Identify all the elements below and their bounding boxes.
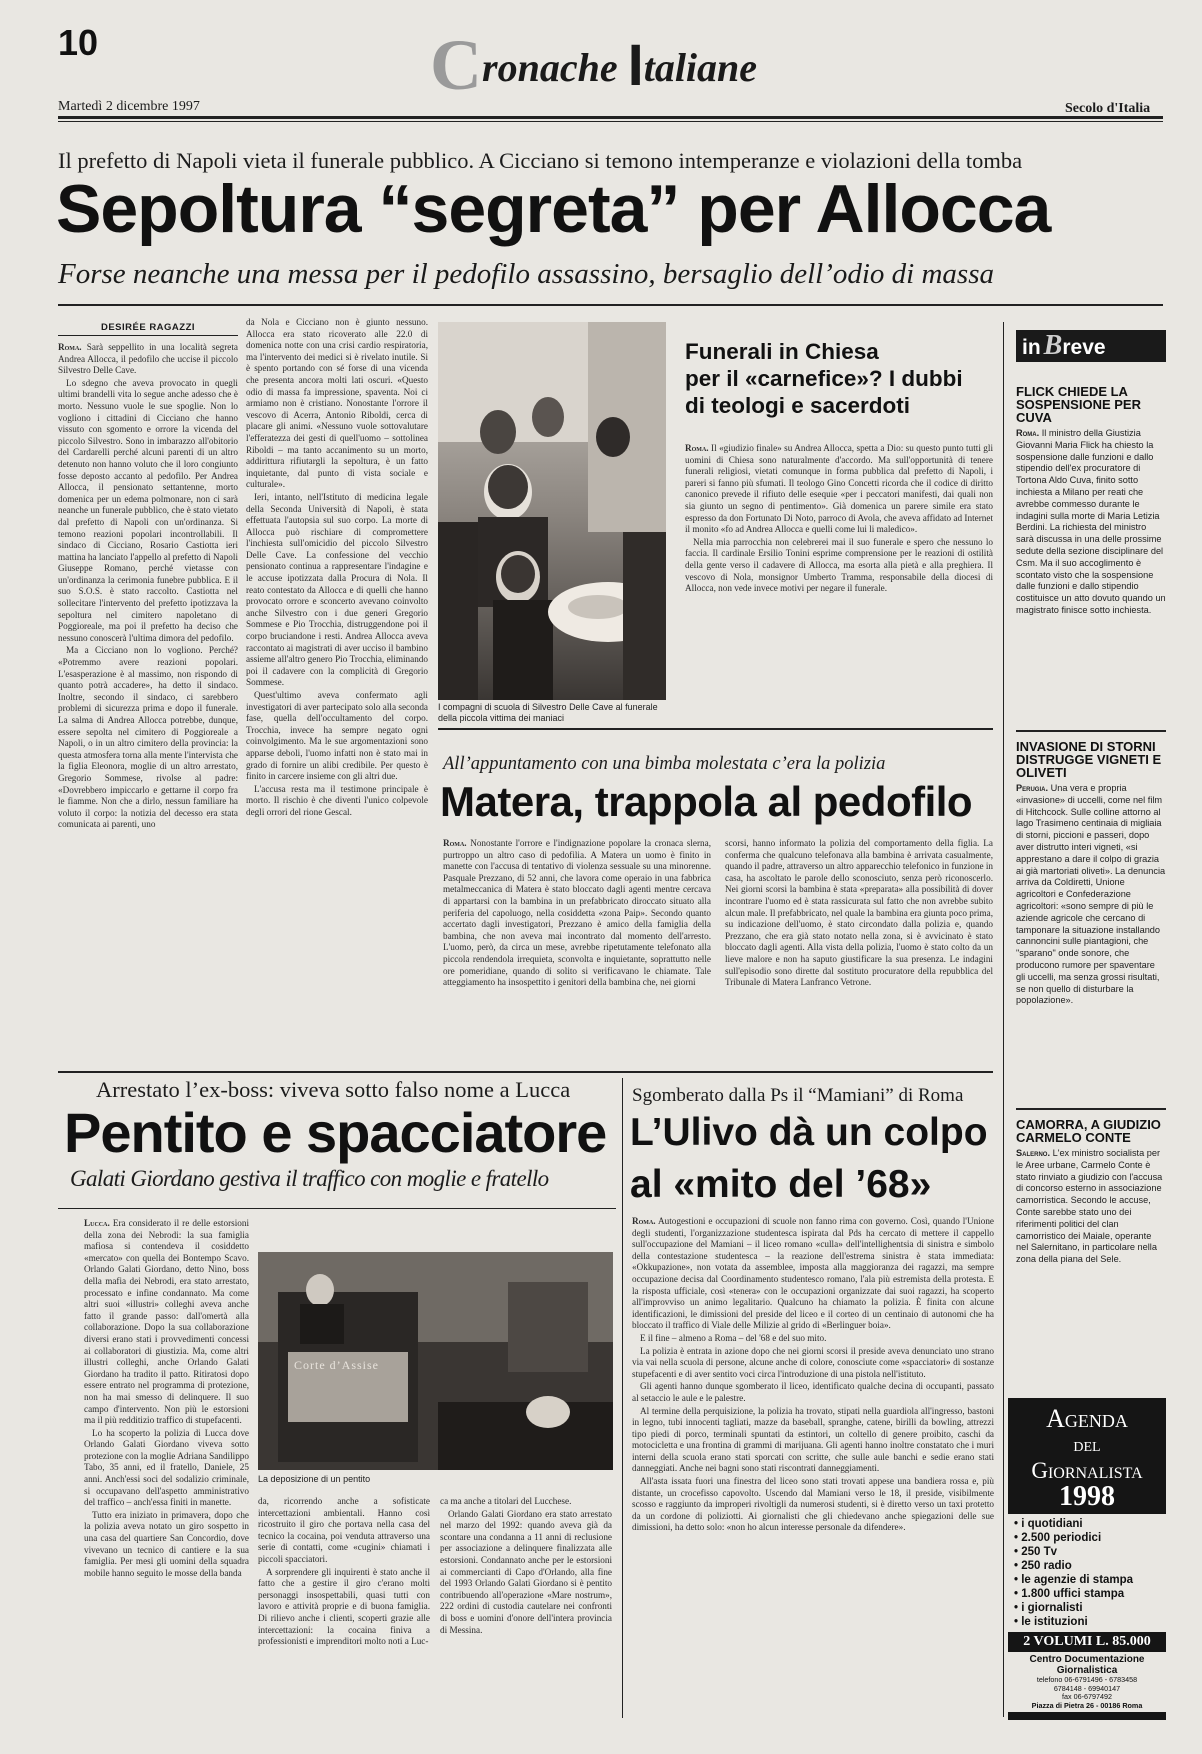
lead-headline: Sepoltura “segreta” per Allocca <box>56 171 1051 247</box>
agenda-ad-bullet: • 250 radio <box>1014 1560 1072 1572</box>
agenda-ad-bullet: • i quotidiani <box>1014 1518 1083 1530</box>
matera-column-2 <box>725 838 993 1060</box>
pentito-kicker: Arrestato l’ex-boss: viveva sotto falso nome a Lucca <box>96 1077 571 1102</box>
brief-item-3 <box>1016 1118 1166 1388</box>
ulivo-p1: Autogestioni e occupazioni di scuole non fanno rima con governo. Così, quando l'Unione degli studenti, l'organizzazione studentesca ispirata dal Pds ha cercato di mettere il cappello sull'occupazione del Mamiani – il liceo romano «culla» dell'intellighentsia di sinistra e simbolo della contestazione studentesca – la reazione dell'estrema sinistra è stata immediata: «Okkupazione», non votata da assemblee, imposta alla maggioranza dei ragazzi, ma sempre occupazione decisa dal Coordinamento studentesco romano, l'ala più estremista della protesta. E la risposta ufficiale, così «tenera» con le occupazioni organizzate dai suoi ragazzi, ha scoperto all'improvviso un animo legalitario. Qualcuno ha chiamato la polizia. È finita con alcune identificazioni, le dimissioni del preside del liceo e il corteo di un centinaio di autonomi che ha bloccato il traffico di Viale delle Milizie al grido di «Berlinguer boia». <box>632 1216 994 1331</box>
brief-item-3-headline: CAMORRA, A GIUDIZIO CARMELO CONTE <box>1016 1118 1161 1145</box>
brief-rule-2 <box>1016 1108 1166 1110</box>
agenda-ad-contact-2: 6784148 - 69940147 <box>1053 1683 1121 1693</box>
section-title-initial-i: I <box>627 33 644 98</box>
agenda-ad-title-3: Giornalista <box>1031 1458 1143 1483</box>
agenda-ad-contact-1: telefono 06-6791496 - 6783458 <box>1036 1675 1138 1684</box>
pentito-col3-p1: ca ma anche a titolari del Lucchese. <box>440 1496 572 1506</box>
pentito-column-1 <box>84 1218 249 1718</box>
agenda-ad-title <box>1008 1398 1166 1510</box>
church-headline-line-2: per il «carnefice»? I dubbi <box>685 366 963 391</box>
pentito-subheadline: Galati Giordano gestiva il traffico con moglie e fratello <box>70 1166 549 1191</box>
section-title-part-2: taliane <box>643 45 758 90</box>
ulivo-body <box>632 1216 994 1718</box>
pentito-photo-caption: La deposizione di un pentito <box>258 1474 371 1484</box>
brief-item-3-text: L'ex ministro socialista per le Aree urbane, Carmelo Conte è stato rinviato a giudizio con l'accusa di concorso esterno in associazione camorristica. Secondo le accuse, Conte sarebbe stato uno dei riferimenti politici del clan camorristico dei Maiale, operante nel Salernitano, in particolare nella zona della piana del Sele. <box>1016 1148 1163 1265</box>
ulivo-p3: La polizia è entrata in azione dopo che nei giorni scorsi il preside aveva denunciato uno strano via vai nella scuola di persone, alcune anche di colore, conosciute come «spacciatori» di sostanze stupefacenti e di aver sentito voci circa l'introduzione di una pistola nell'istituto. <box>632 1345 994 1379</box>
pentito-col1-p1: Era considerato il re delle estorsioni della zona dei Nebrodi: la sua famiglia mafiosa si contendeva il cosiddetto «mercato» con quella dei Bontempo Scavo. Orlando Galati Giordano, detto Nino, boss della mafia dei Nebrodi, era stato arrestato, processato e infine condannato. Ma come altri suoi «illustri» colleghi aveva anche fatto il grande passo: dall'omertà alla collaborazione. Dopo la sua collaborazione diversi erano stati i provvedimenti concessi ai collaboratori di giustizia. Ma, come altri illustri colleghi, anche Orlando Galati Giordano ha tradito il patto. Ritiratosi dopo essere entrato nel programma di protezione, non ha mai smesso di delinquere. Il suo campo d'intervento. Non più le estorsioni ma il più redditizio traffico di stupefacenti. <box>84 1218 249 1426</box>
in-breve-title-rest: reve <box>1062 336 1106 359</box>
ulivo-dateline: Roma. <box>632 1216 656 1226</box>
brief-item-1-dateline: Roma. <box>1016 428 1040 438</box>
lead-byline: DESIRÉE RAGAZZI <box>100 322 196 333</box>
agenda-ad-bullet: • le istituzioni <box>1014 1616 1088 1628</box>
agenda-ad <box>1008 1398 1166 1720</box>
funeral-photo <box>438 322 666 700</box>
ulivo-kicker: Sgomberato dalla Ps il “Mamiani” di Roma <box>632 1085 964 1106</box>
matera-headline: Matera, trappola al pedofilo <box>440 778 973 825</box>
funeral-photo-caption: I compagni di scuola di Silvestro Delle Cave al funerale della piccola vittima dei maniaci <box>438 702 658 723</box>
ulivo-headline-line-2: al «mito del ’68» <box>630 1163 932 1206</box>
church-dateline: Roma. <box>685 443 709 453</box>
in-breve-title <box>1016 330 1166 362</box>
brief-item-2-text: Una vera e propria «invasione» di uccelli, come nel film di Hitchcock. Sulle colline attorno al lago Trasimeno centinaia di migliaia di storni, piccioni e passeri, dopo aver distrutto interi vigneti, «si apprestano a dare il colpo di grazia ai già martoriati oliveti». La denuncia arriva da Coldiretti, Unione agricoltori e Confederazione agricoltori: «sono sempre di più le aziende agricole che cercano di tamponare la situazione installando cannoncini sulle piantagioni, che "sparano" onde sonore, che producono rumore per spaventare gli uccelli, ma senza grossi risultati, se non quello di disturbare la popolazione». <box>1016 783 1166 1006</box>
matera-rule <box>438 728 993 730</box>
in-breve-title-b: B <box>1043 330 1063 361</box>
lead-subheadline: Forse neanche una messa per il pedofilo assassino, bersaglio dell’odio di massa <box>58 258 995 290</box>
masthead-date: Martedì 2 dicembre 1997 <box>58 99 200 114</box>
agenda-ad-year: 1998 <box>1059 1481 1115 1512</box>
pentito-col1-p3: Tutto era iniziato in primavera, dopo che la polizia aveva notato un giro sospetto in una casa del quartiere San Concordio, dove vivevano un tecnico di cantiere e la sua famiglia. Per mesi gli uomini della squadra mobile hanno seguito le mosse della banda <box>84 1509 249 1578</box>
agenda-ad-org-1: Centro Documentazione <box>1029 1654 1145 1665</box>
ulivo-p4: Gli agenti hanno dunque sgomberato il liceo, identificato qualche decina di occupanti, passato al setaccio le aule e le palestre. <box>632 1381 994 1403</box>
ulivo-p6: All'asta issata fuori una finestra del liceo sono stati trovati appese una bandiera rossa e, più distante, un crocefisso capovolto. Uscendo dal Mamiani verso le 18, il preside, visibilmente scosso e raggiunto da improperi rivoltigli da numerosi studenti, si è diretto verso un taxi protetto da un cordone di poliziotti. Ai giornalisti che gli chiedevano anche spiegazioni delle sue dimissioni, ha detto solo: «non ho alcun interesse personale da difendere». <box>632 1476 994 1533</box>
brief-rule-1 <box>1016 730 1166 732</box>
pentito-col3-p2: Orlando Galati Giordano era stato arrestato nel marzo del 1992: quando aveva già da scontare una condanna a 11 anni di reclusione per associazione a delinquere finalizzata alle estorsioni. Condannato anche per le estorsioni ai commercianti di Capo d'Orlando, alla fine del 1993 Orlando Galati Giordano si è pentito contribuendo all'operazione «Mare nostrum», 222 ordini di custodia cautelare nei confronti di boss e uomini d'onore dell'intera provincia di Messina. <box>440 1508 612 1635</box>
brief-item-2-dateline: Perugia. <box>1016 783 1049 793</box>
pentito-rule <box>58 1208 616 1209</box>
pentito-column-2 <box>258 1496 430 1718</box>
lead-column-1 <box>58 342 238 1054</box>
lead-rule <box>58 304 1163 306</box>
agenda-ad-bullet: • le agenzie di stampa <box>1014 1574 1134 1586</box>
sidebar-divider <box>1003 322 1004 1717</box>
lead-dateline: Roma. <box>58 342 82 352</box>
brief-item-2-headline: INVASIONE DI STORNI DISTRUGGE VIGNETI E OLIVETI <box>1016 740 1162 780</box>
matera-column-1 <box>443 838 711 1060</box>
church-body <box>685 443 993 709</box>
brief-item-1-headline: FLICK CHIEDE LA SOSPENSIONE PER CUVA <box>1016 385 1141 425</box>
ulivo-headline-line-1: L’Ulivo dà un colpo <box>630 1111 988 1154</box>
lead-col1-first: Sarà seppellito in una località segreta Andrea Allocca, il pedofilo che uccise il piccolo Silvestro Delle Cave. <box>58 342 238 376</box>
brief-item-2 <box>1016 740 1166 1105</box>
pentito-column-3 <box>440 1496 612 1718</box>
church-p2: Nella mia parrocchia non celebrerei mai il suo funerale e spero che nessuno lo faccia. Il cardinale Ersilio Tonini esprime comprensione per le reazioni di ostilità della gente verso il cadavere di Allocca, ma esorta alla pietà e alla preghiera. Il vescovo di Nola, monsignor Umberto Tramma, responsabile della diocesi di Allocca, non vede invece motivi per negare il funerale. <box>685 536 993 594</box>
funeral-photo-image <box>438 322 666 700</box>
lead-col2-p4: L'accusa resta ma il testimone principale è morto. Il rischio è che diventi l'unico colpevole degli orrori del rione Gescal. <box>246 783 428 817</box>
pentito-photo-banner: Corte d’Assise <box>294 1358 379 1372</box>
matera-kicker: All’appuntamento con una bimba molestata c’era la polizia <box>443 754 886 774</box>
church-headline-line-1: Funerali in Chiesa <box>685 339 879 364</box>
agenda-ad-bullets <box>1008 1514 1166 1632</box>
lead-col2-p3: Quest'ultimo aveva confermato agli investigatori di aver partecipato solo alla seconda fase, quella dell'occultamento del corpo. Trocchia, invece ha sempre negato ogni coinvolgimento. Ma le sue argomentazioni sono apparse deboli, l'uomo infatti non è stato mai in grado di fornire un alibi credibile. Per questo è finito in carcere insieme con gli altri due. <box>246 690 428 782</box>
matera-col2-text: scorsi, hanno informato la polizia del comportamento della figlia. La conferma che qualcuno telefonava alla bambina è arrivata casualmente, quando il padre, attraverso un altro apparecchio telefonico in funzione in casa, ha ascoltato le parole dello sconosciuto, senza però riconoscerlo. Nei giorni scorsi la bambina è stata «preparata» alla possibilità di dover incontrare l'uomo ed è stata rassicurata sul fatto che non avrebbe subito alcun male. Il prefabbricato, nel quale la bambina era giunta poco prima, su indicazione dell'uomo, è stato circondato dalla polizia e, quando Prezzano, che era già stato notato nella zona, si è avvicinato è stato bloccato dagli agenti. Alla vista della polizia, l'uomo è stato colto da un lieve malore e non ha saputo giustificare la sua presenza. Le indagini sull'episodio sono dirette dal sostituto procuratore della repubblica del Tribunale di Matera Lanfranco Vetrone. <box>725 838 993 988</box>
pentito-col1-p2: Lo ha scoperto la polizia di Lucca dove Orlando Galati Giordano viveva sotto protezione con la moglie Adriana Sandilippo Tabo, 35 anni, ed il fratello, Daniele, 25 anni. Anch'essi soci del sodalizio criminale, si occupavano dell'aspetto amministrativo del traffico – anch'essa finiti in manette. <box>84 1427 249 1508</box>
ulivo-p5: Al termine della perquisizione, la polizia ha trovato, stipati nella guardiola all'ingresso, bastoni in legno, tubi innocenti tagliati, mazze da baseball, spranghe, catene, birilli da bowling, attrezzi tipo piedi di porco, terminali spuntati da estintori, un coltello di genere proibito, caschi da motocicletta e una frontina di grammi di marijuana. Gli agenti hanno inoltre constatato che i muri interni della scuola erano stati sporcati con scritte, che sulle aule banchi e sedie erano stati danneggiati. Anche nei bagni sono stati riscontrati danneggiamenti. <box>632 1405 994 1474</box>
lead-col2-p2: Ieri, intanto, nell'Istituto di medicina legale della Seconda Università di Napoli, è stata effettuata l'autopsia sul suo corpo. La morte di Allocca può rischiare di compromettere l'inchiesta sull'omicidio del piccolo Silvestro Delle Cave. La confessione del vecchio pensionato continua a rappresentare l'indagine e le accuse ipotizzata dalla Procura di Nola. Il reato contestato da Allocca e di quelli che hanno provocato orrore e sconcerto avevano coinvolto anche Silvestro con i due generi Gregorio Sommese e Pio Trocchia, distruggendone poi il corpo bruciandone i resti. Andrea Allocca aveva raccontato ai magistrati di aver ucciso il bambino assieme all'altro genero Pio Trocchia, eliminando poi il cadavere con la complicità di Gregorio Sommese. <box>246 491 428 688</box>
masthead-rule-thin <box>58 121 1163 122</box>
church-headline <box>685 338 975 419</box>
lower-column-divider <box>622 1078 623 1718</box>
section-title <box>430 24 757 107</box>
pentito-col2-p1: da, ricorrendo anche a sofisticate intercettazioni ambientali. Hanno così ricostruito il giro che portava nella casa del tecnico la cocaina, poi venduta attraverso una serie di contatti, come «cugini» chiamati i piccoli spacciatori. <box>258 1496 430 1564</box>
masthead-rule <box>58 116 1163 119</box>
brief-item-3-dateline: Salerno. <box>1016 1148 1051 1158</box>
pentito-headline: Pentito e spacciatore <box>64 1101 607 1164</box>
in-breve-title-in: in <box>1022 336 1041 359</box>
masthead-paper: Secolo d'Italia <box>1065 101 1151 116</box>
church-p1: Il «giudizio finale» su Andrea Allocca, spetta a Dio: su questo punto tutti gli uomini di Chiesa sono naturalmente d'accordo. Ma sull'opportunità di tenere funerali religiosi, vietati comunque in forma pubblica dal prefetto di Napoli, i pareri si fanno più sfumati. Il teologo Gino Concetti ricorda che il codice di diritto canonico prevede il rifiuto delle esequie «per i peccatori manifesti, dai quali non sia giunto un segno di pentimento». Già domenica un parere simile era stato espresso da don Fortunato Di Noto, parroco di Avola, che aveva affidato ad Internet il monito «fo ad Andrea Allocca e quelli come lui li maledico». <box>685 443 993 535</box>
agenda-ad-bullet: • i giornalisti <box>1014 1602 1083 1614</box>
byline-rule <box>58 335 238 336</box>
agenda-ad-price: 2 VOLUMI L. 85.000 <box>1023 1634 1151 1649</box>
lower-section-rule <box>58 1071 993 1073</box>
section-title-initial-c: C <box>430 25 482 105</box>
brief-item-1 <box>1016 385 1166 725</box>
agenda-ad-contact <box>1008 1652 1166 1712</box>
lead-col1-p2: Lo sdegno che aveva provocato in quegli ultimi brandelli vita lo segue anche adesso che è morto. Nessuno vuole le sue spoglie. Non lo vogliono i cittadini di Cicciano che hanno vissuto con sgomento e orrore la vicenda del piccolo Silvestro. Sono in imbarazzo all'obitorio del Cardarelli perché alcuni parenti di un altro detenuto non hanno voluto che il loro congiunto fosse deposto accanto al pedofilo. Per Andrea Allocca, il pensionato settantenne, morto domenica per un edema polmonare, non ci sarà neanche un funerale pubblico, che è stato vietato dal prefetto di Napoli con un'ordinanza. Si temono reazioni popolari incontrollabili. Il sindaco di Cicciano, Rosario Castiotta ieri mattina ha lanciato l'appello al prefetto di Napoli Giuseppe Romano, perché vietasse con un'ordinanza la cerimonia funebre pubblica. E il suo S.O.S. è stato raccolto. Castiotta nel sollecitare l'intervento del prefetto ipotizzava la sepoltura nel cimitero napoletano di Poggioreale, ma poi il prefetto ha deciso che nessuno conoscerà l'ultima dimora del pedofilo. <box>58 377 238 643</box>
agenda-ad-org-2: Giornalistica <box>1056 1665 1118 1676</box>
pentito-dateline: Lucca. <box>84 1218 110 1228</box>
matera-col1-text: Nonostante l'orrore e l'indignazione popolare la cronaca slerna, purtroppo un altro caso di pedofilia. A Matera un uomo è finito in manette con l'accusa di tentativo di violenza sessuale su una minorenne. Pasquale Prezzano, di 52 anni, che lavora come operaio in una fabbrica metalmeccanica di Matera è stato bloccato dagli agenti mentre cercava di appartarsi con la bambina in un prefabbricato diroccato situato alla periferia del capoluogo, nella cosiddetta «zona Paip». Secondo quanto accertato dagli investigatori, Prezzano è amico della famiglia della bambina, che non aveva mai incontrato dal momento dell'arresto. L'uomo, però, da circa un mese, avrebbe ripetutamente telefonato alla piccola rendendola irrequieta, sconvolta e inquietante, soprattutto nelle ore pomeridiane, quando di solito si verificavano le chiamate. Tale atteggiamento ha insospettito i genitori della bambina che, nei giorni <box>443 838 711 988</box>
page-number: 10 <box>58 22 99 63</box>
agenda-ad-address: Piazza di Pietra 26 - 00186 Roma <box>1031 1700 1143 1710</box>
ulivo-headline <box>630 1107 988 1211</box>
agenda-ad-title-2: del <box>1073 1434 1101 1456</box>
matera-dateline: Roma. <box>443 838 467 848</box>
agenda-ad-bullet: • 1.800 uffici stampa <box>1014 1588 1125 1600</box>
lead-col1-p3: Ma a Cicciano non lo vogliono. Perché? «Potremmo avere reazioni popolari. L'esasperazione è al massimo, non rispondo di quanto potrà accadere», ha detto il sindaco. Inoltre, secondo il sindaco, ci sarebbero problemi di sicurezza prima e dopo il funerale. La salma di Andrea Allocca potrebbe, dunque, essere sepolta nel cimitero di Poggioreale a Napoli, o in un altro cimitero della provincia: la questa atmosfera torna alla mente l'intervista che la figlia Eleonora, moglie di un altro arrestato, Gregorio Sommese, rivolse al padre: «Dovrebbero impiccarlo e gettarne il corpo fra le fiamme. Non che a dirlo, nessun familiare ha voluto il corpo: la notizia del decesso era stata comunicata ai parenti, uno <box>58 645 238 830</box>
agenda-ad-bullet: • 2.500 periodici <box>1014 1532 1102 1544</box>
lead-kicker: Il prefetto di Napoli vieta il funerale pubblico. A Cicciano si temono intemperanze e violazioni della tomba <box>58 148 1023 173</box>
agenda-ad-contact-3: fax 06-6797492 <box>1062 1692 1112 1702</box>
brief-item-1-text: Il ministro della Giustizia Giovanni Maria Flick ha chiesto la sospensione dalle funzioni e dallo stipendio dell'ex procuratore di Tortona Aldo Cuva, finito sotto inchiesta a Milano per reati che avrebbe commesso durante le indagini sulla morte di Maria Letizia Berdini. La richiesta del ministro sarà discussa in una delle prossime sedute della sezione disciplinare del Csm. Ma il suo accoglimento è scontato visto che la sospensione dalle funzioni e dallo stipendio costituisce un atto dovuto quando un magistrato finisce sotto inchiesta. <box>1016 428 1166 615</box>
agenda-ad-bullet: • 250 Tv <box>1014 1546 1058 1558</box>
lead-col2-p1: da Nola e Cicciano non è giunto nessuno. Allocca era stato ricoverato alle 22.0 di domenica notte con una crisi cardio respiratoria, ma l'intervento dei medici si è rivelato inutile. Si è spento portando con sé forse di una vicenda che presenta ancora molti lati oscuri. «Questo odio di massa fa impressione, spaventa. Noi ci armiamo non è cristiano. Nonostante l'orrore il vescovo di Acerra, Antonio Riboldi, cerca di placare gli animi. «Nessuno vuole sottovalutare l'efferatezza dei gesti di quell'uomo – sottolinea Riboldi – ma tanto accanimento su un morto, addirittura rifiutargli la sepoltura, è un fatto inquietante, dal punto di vista sociale e culturale». <box>246 317 428 490</box>
ulivo-p2: E il fine – almeno a Roma – del '68 e del suo mito. <box>640 1332 827 1343</box>
lead-column-2 <box>246 317 428 1054</box>
pentito-col2-p2: A sorprendere gli inquirenti è stato anche il fatto che a gestire il giro c'erano molti personaggi insospettabili, quasi tutti con lavoro e attività proprie e di buona famiglia. Di rilievo anche i clienti, scoperti grazie alle intercettazioni: la cocaina finiva a professionisti e imprenditori molto noti a Luc- <box>258 1566 430 1647</box>
church-headline-line-3: di teologi e sacerdoti <box>685 393 911 418</box>
section-title-part-1: ronache <box>482 45 628 90</box>
agenda-ad-title-1: Agenda <box>1046 1404 1128 1433</box>
